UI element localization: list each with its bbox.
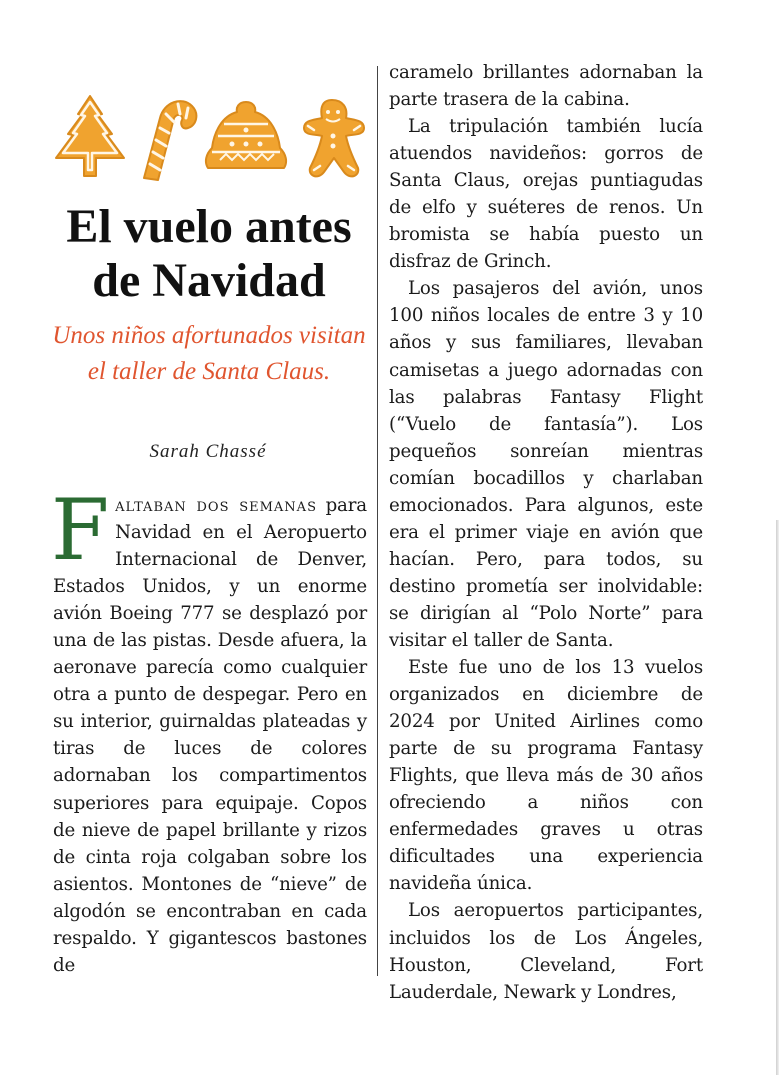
paragraph: Los aeropuertos participantes, incluidos los de Los Ángeles, Houston, Cleveland, Fort Lauderdale, Newark y Londres, [389,900,703,1003]
drop-cap: F [51,481,110,579]
right-column [389,59,703,1006]
article-title: El vuelo antes de Navidad [66,200,352,307]
opening-paragraph-text: para Navidad en el Aeropuerto Internacional de Denver, Estados Unidos, y un enorme avión Boeing 777 se desplazó por una de las pistas. Desde afuera, la aeronave parecía como cualquier otra a punto de despegar. Pero en su interior, guirnaldas plateadas y tiras de luces de colores adornaban los compartimentos superiores para equipaje. Copos de nieve de papel brillante y rizos de cinta roja colgaban sobre los asientos. Montones de “nieve” de algodón se encontraban en cada respaldo. Y gigantescos bastones de [53,495,367,976]
opening-paragraph [51,481,367,979]
christmas-tree-cookie-icon [56,96,124,176]
article-subtitle: Unos niños afortunados visitan el taller de Santa Claus. [52,322,366,385]
dotted-separator [122,428,298,434]
page-edge-shadow [776,520,779,1075]
gingerbread-man-cookie-icon [304,100,364,176]
lead-smallcaps: altaban dos semanas [115,495,317,516]
paragraph: Los pasajeros del avión, unos 100 niños locales de entre 3 y 10 años y sus familiares, llevaban camisetas a juego adornadas con las palabras Fantasy Flight (“Vuelo de fantasía”). Los pequeños sonreían mientras comían bocadillos y charlaban emocionados. Para algunos, este era el primer viaje en avión que hacían. Pero, para todos, su destino prometía ser inolvidable: se dirigían al “Polo Norte” para visitar el taller de Santa. [389,278,703,651]
paragraph: La tripulación también lucía atuendos navideños: gorros de Santa Claus, orejas puntiagudas de elfo y suéteres de renos. Un bromista se había puesto un disfraz de Grinch. [389,116,703,273]
cookie-illustrations [52,92,370,184]
candy-cane-cookie-icon [144,101,196,180]
column-divider [377,66,378,976]
paragraph: caramelo brillantes adornaban la parte trasera de la cabina. [389,62,703,111]
left-column [51,481,367,979]
paragraph: Este fue uno de los 13 vuelos organizados en diciembre de 2024 por United Airlines como parte de su programa Fantasy Flights, que lleva más de 30 años ofreciendo a niños con enfermedades graves u otras dificultades una experiencia navideña única. [389,657,703,895]
article-author: Sarah Chassé [149,441,267,462]
ornament-cookie-icon [206,102,286,168]
